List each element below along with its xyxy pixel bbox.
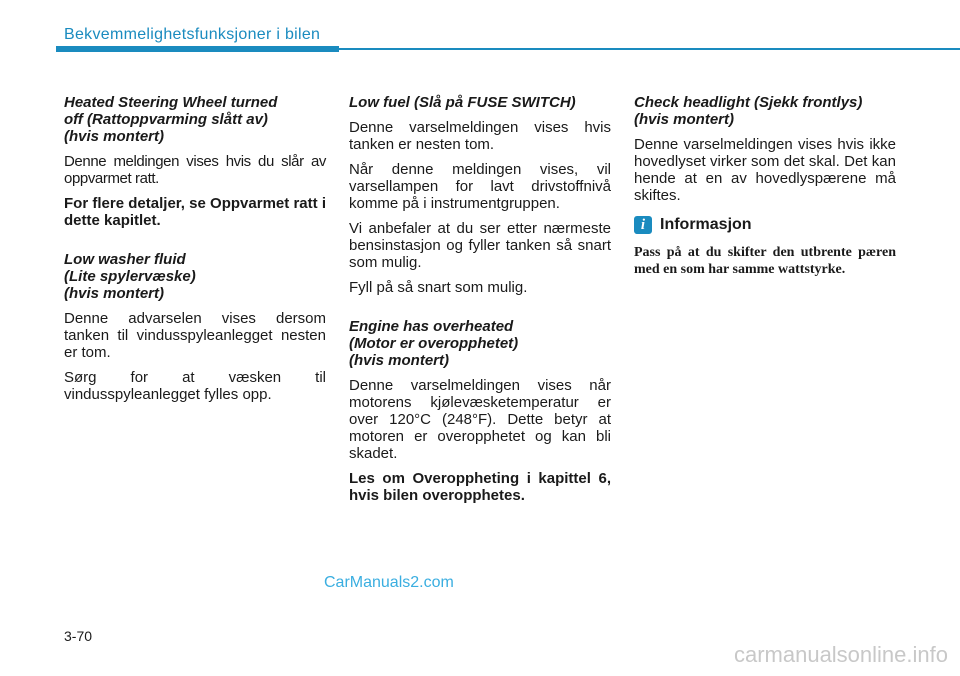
paragraph: Denne varselmeldingen vises hvis tanken er nesten tom. bbox=[349, 119, 611, 153]
heading-heated-steering-wheel: Heated Steering Wheel turned off (Rattoppvarming slått av) (hvis montert) bbox=[64, 94, 278, 145]
column-left bbox=[64, 94, 326, 411]
paragraph-reference: For flere detaljer, se Oppvarmet ratt i dette kapitlet. bbox=[64, 195, 326, 229]
heading-check-headlight: Check headlight (Sjekk frontlys) (hvis montert) bbox=[634, 94, 863, 128]
info-text: Pass på at du skifter den utbrente pæren med en som har samme wattstyrke. bbox=[634, 245, 896, 277]
section-title: Bekvemmelighetsfunksjoner i bilen bbox=[64, 26, 321, 43]
heading-low-fuel: Low fuel (Slå på FUSE SWITCH) bbox=[349, 94, 576, 111]
paragraph: Denne meldingen vises hvis du slår av oppvarmet ratt. bbox=[64, 153, 326, 187]
heading-low-washer-fluid: Low washer fluid (Lite spylervæske) (hvis montert) bbox=[64, 251, 196, 302]
heading-engine-overheated: Engine has overheated (Motor er overopphetet) (hvis montert) bbox=[349, 318, 519, 369]
info-title: Informasjon bbox=[660, 216, 752, 233]
watermark-link[interactable]: CarManuals2.com bbox=[324, 574, 454, 591]
info-icon: i bbox=[634, 216, 652, 234]
info-box-header bbox=[634, 216, 896, 234]
paragraph-reference: Les om Overoppheting i kapittel 6, hvis bilen overopphetes. bbox=[349, 470, 611, 504]
paragraph: Denne advarselen vises dersom tanken til vindusspyleanlegget nesten er tom. bbox=[64, 310, 326, 361]
paragraph: Denne varselmeldingen vises hvis ikke hovedlyset virker som det skal. Det kan hende at en av hovedlyspærene må skiftes. bbox=[634, 136, 896, 204]
paragraph: Når denne meldingen vises, vil varsellampen for lavt drivstoffnivå komme på i instrumentgruppen. bbox=[349, 161, 611, 212]
column-middle bbox=[349, 94, 611, 512]
paragraph: Vi anbefaler at du ser etter nærmeste bensinstasjon og fyller tanken så snart som mulig. bbox=[349, 220, 611, 271]
site-watermark: carmanualsonline.info bbox=[733, 642, 948, 667]
page-number: 3-70 bbox=[64, 628, 93, 644]
paragraph: Fyll på så snart som mulig. bbox=[349, 279, 528, 296]
paragraph: Denne varselmeldingen vises når motorens kjølevæsketemperatur er over 120°C (248°F). Dette betyr at motoren er overopphetet og kan bli skadet. bbox=[349, 377, 611, 462]
header-rule-thick bbox=[56, 46, 339, 52]
header-rule-thin bbox=[339, 48, 960, 50]
column-right bbox=[634, 94, 896, 286]
paragraph: Sørg for at væsken til vindusspyleanlegget fylles opp. bbox=[64, 369, 326, 403]
